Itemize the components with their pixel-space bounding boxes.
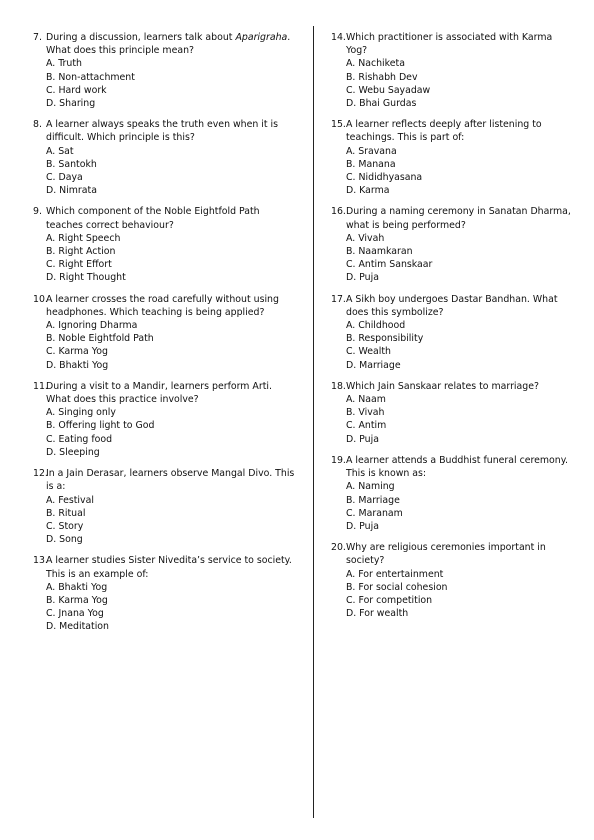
answer-option-a: A. Vivah: [346, 232, 385, 244]
answer-option-c: C. Wealth: [346, 346, 391, 358]
answer-option-d: D. Right Thought: [46, 272, 126, 284]
answer-option-d: D. Puja: [346, 272, 379, 284]
answer-option-b: B. Ritual: [46, 507, 86, 519]
answer-option-a: A. Ignoring Dharma: [46, 320, 138, 332]
answer-option-d: D. Puja: [346, 433, 379, 445]
answer-option-d: D. Karma: [346, 185, 390, 197]
question-18: [331, 380, 576, 446]
answer-option-b: B. Vivah: [346, 407, 385, 419]
question-text: During a visit to a Mandir, learners perform Arti. What does this practice involve?: [46, 380, 272, 406]
question-13: [33, 554, 295, 633]
question-19: [331, 454, 576, 533]
question-text: Which practitioner is associated with Karma Yog?: [346, 32, 553, 57]
question-text: Why are religious ceremonies important in society?: [346, 542, 546, 567]
answer-option-c: C. Antim: [346, 420, 387, 432]
question-number: 10.: [33, 293, 48, 305]
answer-option-b: B. Non-attachment: [46, 71, 135, 83]
answer-option-b: B. Right Action: [46, 246, 116, 258]
column-divider: [313, 26, 314, 818]
question-number: 13.: [33, 555, 48, 567]
question-text: During a naming ceremony in Sanatan Dharma, what is being performed?: [346, 206, 571, 231]
answer-option-c: C. Daya: [46, 172, 83, 184]
answer-option-a: A. Singing only: [46, 407, 116, 419]
question-10: [33, 293, 295, 372]
answer-option-b: B. For social cohesion: [346, 581, 448, 593]
question-number: 20.: [331, 542, 346, 554]
question-text: Which component of the Noble Eightfold Path teaches correct behaviour?: [46, 206, 260, 231]
answer-option-d: D. Bhakti Yog: [46, 359, 109, 371]
question-15: [331, 118, 576, 197]
question-number: 11.: [33, 380, 48, 392]
answer-option-c: C. Antim Sanskaar: [346, 259, 433, 271]
question-16: [331, 205, 576, 284]
answer-option-d: D. Song: [46, 534, 83, 546]
answer-option-c: C. Story: [46, 520, 84, 532]
question-text: A learner crosses the road carefully without using headphones. Which teaching is being applied?: [46, 293, 279, 318]
right-question-column: [331, 31, 576, 628]
answer-option-d: D. Sleeping: [46, 446, 100, 458]
answer-option-b: B. Manana: [346, 158, 396, 170]
question-text: During a discussion, learners talk about Aparigraha. What does this principle mean?: [46, 32, 291, 57]
answer-option-d: D. Marriage: [346, 359, 401, 371]
question-number: 19.: [331, 454, 346, 466]
question-number: 9.: [33, 206, 42, 218]
answer-option-b: B. Naamkaran: [346, 246, 413, 258]
question-number: 7.: [33, 32, 42, 43]
answer-option-c: C. Eating food: [46, 433, 113, 445]
answer-option-b: B. Marriage: [346, 494, 400, 506]
question-12: [33, 467, 295, 546]
answer-option-a: A. Right Speech: [46, 232, 121, 244]
question-text: A learner always speaks the truth even when it is difficult. Which principle is this?: [46, 119, 279, 144]
question-9: [33, 205, 295, 284]
answer-option-b: B. Noble Eightfold Path: [46, 333, 154, 345]
answer-option-a: A. For entertainment: [346, 568, 444, 580]
answer-option-a: A. Naam: [346, 394, 386, 406]
answer-option-c: C. Hard work: [46, 84, 107, 96]
question-20: [331, 541, 576, 620]
left-question-column: [33, 31, 295, 642]
question-number: 18.: [331, 380, 346, 392]
answer-option-c: C. Karma Yog: [46, 346, 108, 358]
question-number: 16.: [331, 206, 346, 218]
answer-option-d: D. Puja: [346, 520, 379, 532]
question-text: A Sikh boy undergoes Dastar Bandhan. What does this symbolize?: [346, 293, 558, 318]
question-number: 14.: [331, 32, 346, 43]
question-text: In a Jain Derasar, learners observe Mangal Divo. This is a:: [46, 468, 295, 493]
question-number: 17.: [331, 293, 346, 305]
answer-option-c: C. Maranam: [346, 507, 403, 519]
question-8: [33, 118, 295, 197]
answer-option-a: A. Childhood: [346, 320, 406, 332]
answer-option-c: C. Right Effort: [46, 259, 112, 271]
answer-option-d: D. Bhai Gurdas: [346, 98, 417, 110]
answer-option-b: B. Santokh: [46, 158, 97, 170]
question-text: A learner attends a Buddhist funeral ceremony. This is known as:: [346, 454, 568, 480]
question-number: 15.: [331, 119, 346, 131]
answer-option-a: A. Sravana: [346, 145, 397, 157]
answer-option-a: A. Nachiketa: [346, 58, 405, 70]
answer-option-a: A. Festival: [46, 494, 94, 506]
answer-option-b: B. Responsibility: [346, 333, 424, 345]
answer-option-a: A. Sat: [46, 145, 74, 157]
question-7: [33, 31, 295, 110]
answer-option-a: A. Bhakti Yog: [46, 581, 108, 593]
question-14: [331, 31, 576, 110]
question-number: 8.: [33, 119, 42, 131]
answer-option-c: C. Webu Sayadaw: [346, 84, 431, 96]
question-17: [331, 293, 576, 372]
answer-option-d: D. For wealth: [346, 608, 409, 620]
question-text: A learner studies Sister Nivedita’s service to society. This is an example of:: [46, 555, 292, 580]
question-text: A learner reflects deeply after listening to teachings. This is part of:: [346, 119, 542, 144]
answer-option-d: D. Meditation: [46, 621, 109, 633]
question-11: [33, 380, 295, 459]
answer-option-b: B. Rishabh Dev: [346, 71, 418, 83]
answer-option-d: D. Nimrata: [46, 185, 97, 197]
answer-option-a: A. Naming: [346, 481, 395, 493]
answer-option-c: C. Nididhyasana: [346, 172, 423, 184]
answer-option-a: A. Truth: [46, 58, 82, 70]
answer-option-b: B. Offering light to God: [46, 420, 155, 432]
answer-option-d: D. Sharing: [46, 98, 96, 110]
answer-option-b: B. Karma Yog: [46, 594, 108, 606]
term-aparigraha: Aparigraha: [235, 32, 288, 43]
answer-option-c: C. For competition: [346, 594, 433, 606]
answer-option-c: C. Jnana Yog: [46, 608, 104, 620]
question-text: Which Jain Sanskaar relates to marriage?: [346, 380, 539, 392]
question-number: 12.: [33, 468, 48, 480]
